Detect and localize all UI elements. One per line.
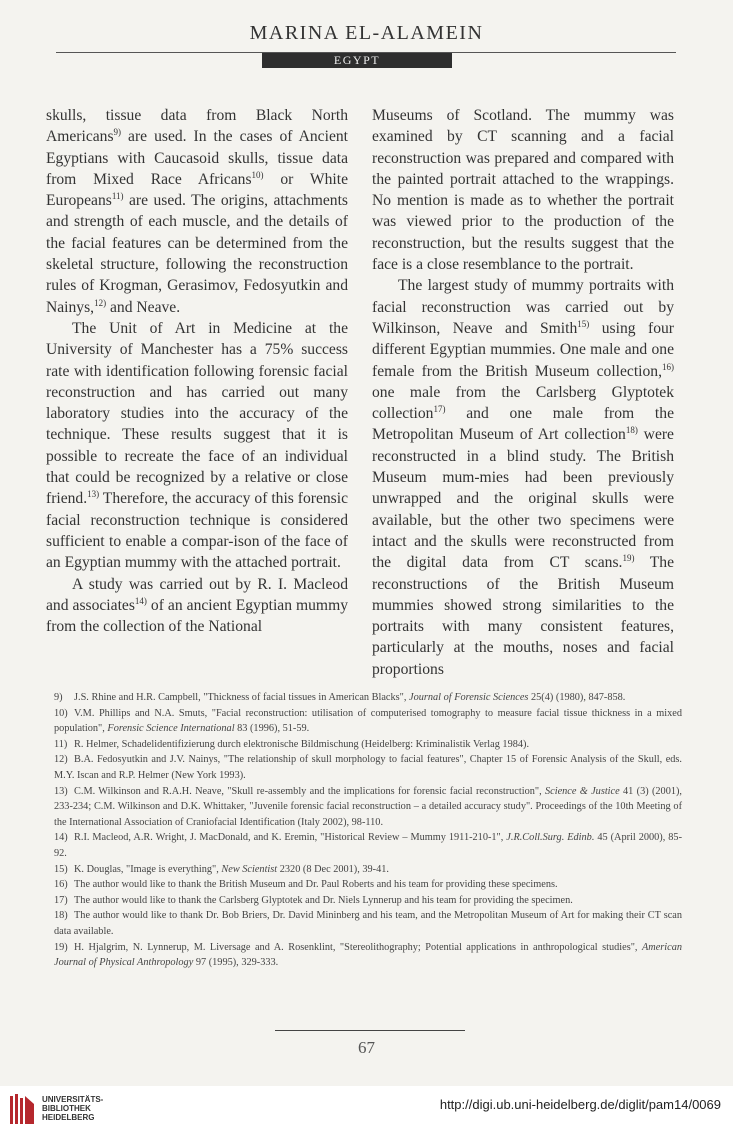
footnote	[54, 690, 682, 706]
library-name	[42, 1095, 103, 1122]
text: are used. The origins, attachments and strength of each muscle, and the details of the facial features can be determined from the skeletal structure, following the reconstruction rules of Krogman, Gerasimov, Fedosyutkin and Nainys,	[46, 192, 348, 316]
footnote-ref[interactable]: 18)	[625, 425, 638, 436]
footnote-number: 12)	[54, 754, 68, 766]
library-line: UNIVERSITÄTS-	[42, 1095, 104, 1104]
footnote-ref[interactable]: 16)	[662, 361, 674, 372]
text: 97 (1995), 329-333.	[193, 957, 279, 969]
library-logo-icon	[8, 1092, 36, 1126]
text: The largest study of mummy portraits with facial reconstruction was carried out by Wilkinson, Neave and Smith	[372, 277, 674, 337]
library-line: HEIDELBERG	[42, 1113, 95, 1122]
page-number: 67	[358, 1038, 375, 1057]
footnote-ref[interactable]: 19)	[622, 553, 635, 564]
text: were reconstructed in a blind study. The British Museum mum-mies had been previously unwrapped and the original skulls were available, but the other two specimens were intact and the skulls were reconstructed from the digital data from CT scans.	[372, 426, 674, 572]
text: one male from the Carlsberg Glyptotek collection	[372, 383, 674, 423]
text: The Unit of Art in Medicine at the University of Manchester has a 75% success rate with identification following forensic facial reconstruction and has carried out many laboratory studies into the accuracy of the technique. These results suggest that it is possible to recreate the face of an individual that could be recognized by a relative or close friend.	[46, 319, 348, 508]
right-column	[372, 105, 674, 680]
footnote-ref[interactable]: 9)	[113, 127, 122, 138]
italic-title: Journal of Forensic Sciences	[409, 692, 529, 703]
footnote	[54, 706, 682, 737]
footnote-number: 17)	[54, 894, 68, 906]
footnote-number: 14)	[54, 832, 68, 844]
text: The author would like to thank Dr. Bob Briers, Dr. David Mininberg and his team, and the Metropolitan Museum of Art for making their CT scan data available.	[54, 910, 682, 937]
footnote-number: 16)	[54, 879, 68, 891]
footnote	[54, 784, 682, 831]
footnote-number: 9)	[54, 692, 63, 703]
italic-title: Science & Justice	[545, 785, 620, 797]
library-line: BIBLIOTHEK	[42, 1104, 91, 1113]
paragraph	[46, 318, 348, 574]
text: V.M. Phillips and N.A. Smuts, "Facial reconstruction: utilisation of computerised tomography to measure facial tissue thickness in a mixed population",	[54, 707, 682, 735]
footnote-ref[interactable]: 17)	[433, 403, 446, 414]
footnote-ref[interactable]: 13)	[87, 489, 100, 500]
text: R.I. Macleod, A.R. Wright, J. MacDonald, and K. Eremin, "Historical Review – Mummy 1911-210-1",	[74, 832, 507, 844]
text: Museums of Scotland. The mummy was examined by CT scanning and a facial reconstruction was prepared and compared with the painted portrait attached to the wrappings. No mention is made as to whether the portrait was viewed prior to the production of the reconstruction, but the results suggest that the face is a close resemblance to the portrait.	[372, 107, 674, 274]
footnote-ref[interactable]: 15)	[577, 318, 590, 329]
footnote	[54, 893, 682, 909]
text: 83 (1996), 51-59.	[234, 723, 310, 735]
text: 41 (3) (2001), 233-234; C.M. Wilkinson and D.K. Whittaker, "Juvenile forensic facial reconstruction – a detailed accuracy study". Proceedings of the 10th Meeting of the International Association of Craniofacial Identification (Italy 2002), 98-110.	[54, 785, 682, 828]
footnote-number: 15)	[54, 863, 68, 875]
footnote-number: 13)	[54, 785, 68, 797]
italic-title: J.R.Coll.Surg. Edinb.	[506, 832, 595, 844]
footnote	[54, 752, 682, 783]
page-number-rule	[275, 1030, 465, 1031]
text: Therefore, the accuracy of this forensic facial reconstruction technique is considered sufficient to enable a compar-ison of the face of an Egyptian mummy with the attached portrait.	[46, 490, 348, 572]
text: 25(4) (1980), 847-858.	[528, 692, 626, 703]
text: C.M. Wilkinson and R.A.H. Neave, "Skull re-assembly and the implications for forensic facial reconstruction",	[74, 785, 545, 797]
text: skulls, tissue data from Black North Americans	[46, 107, 348, 146]
text: R. Helmer, Schadelidentifizierung durch elektronische Bildmischung (Heidelberg: Kriminalistik Verlag 1984).	[74, 738, 530, 750]
text: are used. In the cases of Ancient Egyptians with Caucasoid skulls, tissue data from Mixed Race Africans	[46, 128, 348, 188]
text: A study was carried out by R. I. Macleod and associates	[46, 575, 348, 614]
footnote-number: 18)	[54, 910, 68, 922]
footnote-ref[interactable]: 14)	[134, 595, 147, 606]
footnote	[54, 862, 682, 878]
text: The author would like to thank the British Museum and Dr. Paul Roberts and his team for providing these specimens.	[74, 879, 558, 891]
footnote-ref[interactable]: 11)	[111, 191, 124, 201]
italic-title: Forensic Science International	[107, 723, 235, 735]
text: K. Douglas, "Image is everything",	[74, 863, 222, 875]
text: using four different Egyptian mummies. One male and one female from the British Museum collection,	[372, 319, 674, 380]
italic-title: American Journal of Physical Anthropology	[54, 941, 682, 969]
text: or White Europeans	[46, 170, 348, 210]
paragraph	[46, 105, 348, 318]
footer-bar	[0, 1086, 733, 1130]
footnote-ref[interactable]: 10)	[251, 169, 264, 180]
footnote	[54, 940, 682, 971]
footnote-number: 19)	[54, 941, 68, 953]
text: and Neave.	[106, 298, 181, 316]
text: and one male from the Metropolitan Museum of Art collection	[372, 405, 674, 444]
footnote	[54, 830, 682, 861]
paragraph	[372, 275, 674, 680]
footnote-ref[interactable]: 12)	[94, 297, 107, 308]
running-header-title: MARINA EL-ALAMEIN	[249, 22, 484, 44]
text: The author would like to thank the Carlsberg Glyptotek and Dr. Niels Lynnerup and his team for providing the specimen.	[74, 894, 573, 906]
left-column	[46, 105, 348, 637]
header-badge: EGYPT	[262, 53, 452, 68]
text: H. Hjalgrim, N. Lynnerup, M. Liversage and A. Rosenklint, "Stereolithography; Potential applications in anthropological studies",	[74, 941, 642, 953]
footnote-number: 11)	[54, 738, 68, 750]
footnote	[54, 877, 682, 893]
footnotes	[54, 690, 682, 971]
footnote	[54, 908, 682, 939]
text: J.S. Rhine and H.R. Campbell, "Thickness of facial tissues in American Blacks",	[74, 692, 409, 703]
paragraph	[46, 574, 348, 638]
source-url-link[interactable]: http://digi.ub.uni-heidelberg.de/diglit/pam14/0069	[439, 1097, 721, 1112]
text: of an ancient Egyptian mummy from the collection of the National	[46, 596, 348, 636]
footnote-number: 10)	[54, 707, 68, 719]
text: 45 (April 2000), 85-92.	[54, 832, 682, 859]
text: The reconstructions of the British Museum mummies showed strong similarities to the portraits with many consistent features, particularly at the mouths, noses and facial proportions	[372, 554, 674, 678]
text: B.A. Fedosyutkin and J.V. Nainys, "The relationship of skull morphology to facial features", Chapter 15 of Forensic Analysis of the Skull, eds. M.Y. Iscan and R.P. Helmer (New York 1993).	[54, 754, 682, 781]
paragraph	[372, 105, 674, 275]
text: 2320 (8 Dec 2001), 39-41.	[277, 863, 389, 875]
italic-title: New Scientist	[221, 863, 278, 875]
footnote	[54, 737, 682, 753]
